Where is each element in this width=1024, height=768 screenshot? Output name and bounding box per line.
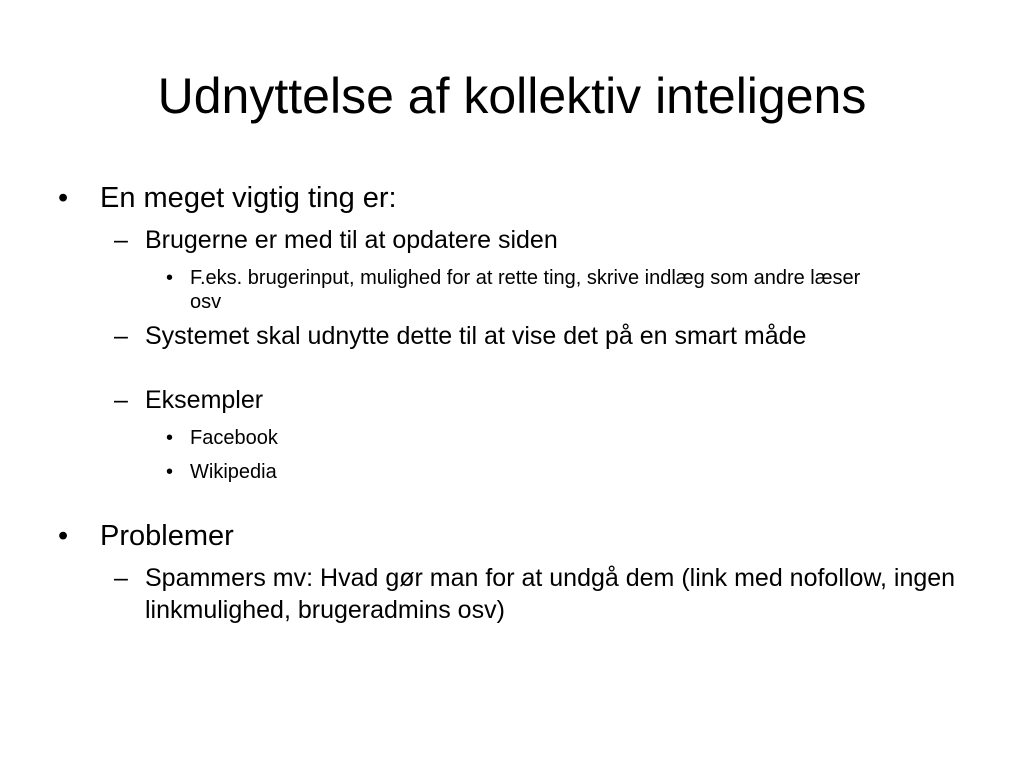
bullet-dot-icon: • — [166, 267, 174, 289]
bullet-dash-icon: – — [114, 386, 128, 414]
bullet-dot-icon: • — [166, 427, 174, 449]
bullet-level1 — [56, 516, 956, 556]
bullet-level2 — [56, 562, 956, 626]
bullet-text: Facebook — [190, 427, 278, 449]
bullet-text: Spammers mv: Hvad gør man for at undgå dem (link med nofollow, ingen linkmulighed, brugeradmins osv) — [145, 564, 956, 624]
bullet-dot-icon: • — [58, 520, 69, 552]
bullet-level3 — [56, 460, 956, 484]
slide-title: Udnyttelse af kollektiv inteligens — [157, 68, 867, 124]
bullet-level2 — [56, 384, 956, 416]
bullet-text: Wikipedia — [190, 461, 277, 483]
bullet-text: Eksempler — [145, 386, 264, 414]
slide-body — [56, 178, 956, 626]
bullet-text: Brugerne er med til at opdatere siden — [145, 226, 558, 254]
bullet-level3 — [56, 266, 956, 314]
bullet-level3 — [56, 426, 956, 450]
bullet-dot-icon: • — [166, 461, 174, 483]
bullet-text: Systemet skal udnytte dette til at vise det på en smart måde — [145, 322, 807, 350]
bullet-level2 — [56, 224, 956, 256]
bullet-dash-icon: – — [114, 564, 128, 592]
spacer — [56, 484, 956, 516]
bullet-text: Problemer — [100, 520, 234, 552]
bullet-text: F.eks. brugerinput, mulighed for at rette ting, skrive indlæg som andre læser osv — [190, 267, 861, 313]
bullet-dot-icon: • — [58, 182, 69, 214]
bullet-level2 — [56, 320, 956, 352]
spacer — [56, 352, 956, 378]
bullet-dash-icon: – — [114, 322, 128, 350]
bullet-text: En meget vigtig ting er: — [100, 182, 397, 214]
bullet-dash-icon: – — [114, 226, 128, 254]
bullet-level1 — [56, 178, 956, 218]
